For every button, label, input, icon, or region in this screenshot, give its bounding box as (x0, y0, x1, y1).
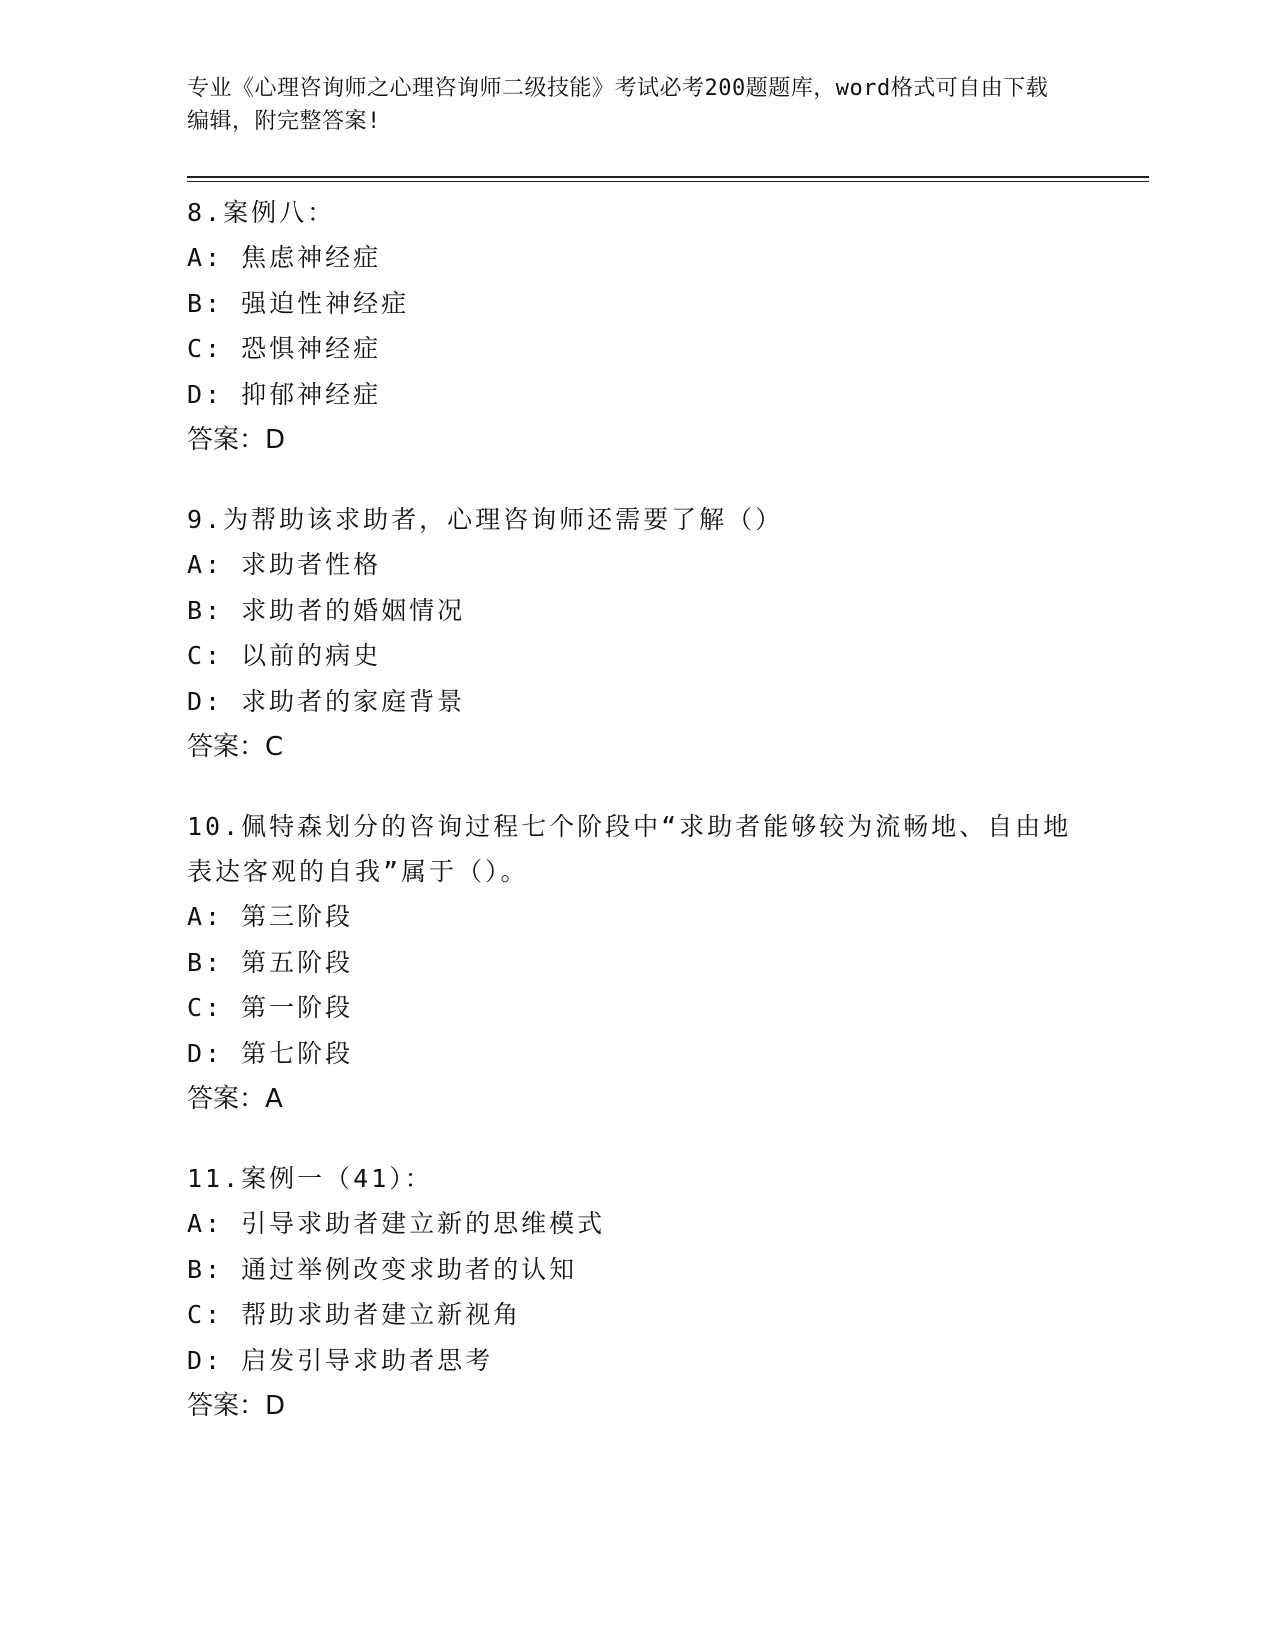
option-b: B: 强迫性神经症 (187, 288, 410, 318)
question-11 (187, 1156, 1087, 1429)
question-9 (187, 497, 1087, 770)
header-intro-text: 专业《心理咨询师之心理咨询师二级技能》考试必考200题题库，word格式可自由下载编辑，附完整答案! (187, 76, 1049, 134)
option-a: A: 引导求助者建立新的思维模式 (187, 1209, 606, 1238)
header-divider-thin (187, 181, 1149, 182)
option-d: D: 启发引导求助者思考 (187, 1345, 494, 1375)
option-a: A: 焦虑神经症 (187, 243, 382, 272)
question-stem: 9.为帮助该求助者，心理咨询师还需要了解（） (187, 505, 784, 534)
answer-line: 答案：A (187, 1084, 283, 1114)
question-10 (187, 804, 1087, 1122)
question-stem: 11.案例一（41）： (187, 1164, 433, 1193)
question-stem: 10.佩特森划分的咨询过程七个阶段中“求助者能够较为流畅地、自由地表达客观的自我”属于（）。 (187, 812, 1072, 886)
option-a: A: 第三阶段 (187, 902, 354, 931)
option-d: D: 第七阶段 (187, 1038, 354, 1068)
option-d: D: 抑郁神经症 (187, 379, 382, 409)
option-b: B: 通过举例改变求助者的认知 (187, 1254, 578, 1284)
option-b: B: 求助者的婚姻情况 (187, 595, 466, 625)
question-8 (187, 190, 1087, 463)
question-stem: 8.案例八： (187, 198, 336, 227)
answer-line: 答案：D (187, 425, 286, 455)
option-c: C: 恐惧神经症 (187, 334, 382, 363)
option-c: C: 帮助求助者建立新视角 (187, 1300, 522, 1329)
answer-line: 答案：D (187, 1391, 286, 1421)
header-divider-thick (187, 176, 1149, 178)
answer-line: 答案：C (187, 732, 284, 762)
document-header (187, 72, 1067, 138)
question-list (187, 190, 1087, 1463)
option-c: C: 以前的病史 (187, 641, 382, 670)
option-a: A: 求助者性格 (187, 550, 382, 579)
option-d: D: 求助者的家庭背景 (187, 686, 466, 716)
option-b: B: 第五阶段 (187, 947, 354, 977)
option-c: C: 第一阶段 (187, 993, 354, 1022)
